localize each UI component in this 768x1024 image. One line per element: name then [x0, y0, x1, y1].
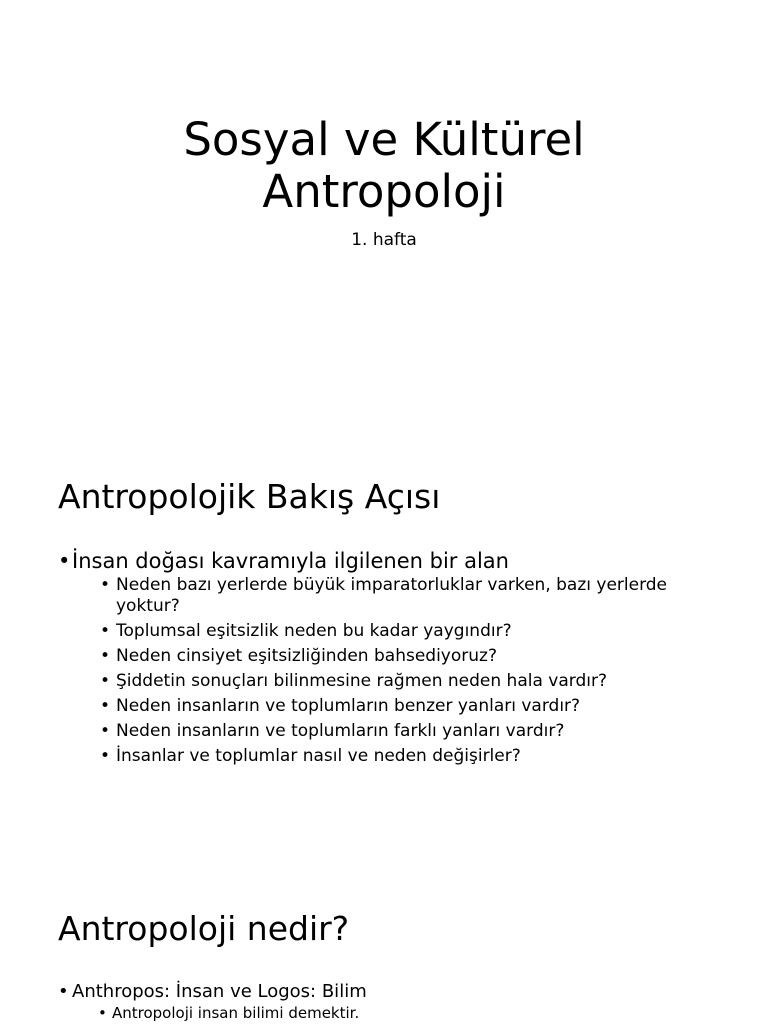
sub-bullet-text: Neden bazı yerlerde büyük imparatorluklar varken, bazı yerlerde yoktur? — [116, 575, 668, 616]
sub-bullet-text: Toplumsal eşitsizlik neden bu kadar yaygındır? — [116, 621, 512, 641]
slide-title-line-1: Sosyal ve Kültürel — [183, 113, 585, 166]
bullet-marker: • — [100, 646, 111, 666]
bullet-marker: • — [98, 1004, 107, 1022]
bullet-marker: • — [58, 549, 71, 573]
bullet-marker: • — [100, 696, 111, 716]
sub-bullet-list — [72, 1004, 718, 1023]
slide-heading: Antropoloji nedir? — [58, 909, 350, 948]
bullet-marker: • — [100, 746, 111, 766]
content-slide-definition — [0, 864, 768, 1024]
sub-bullet-text: Neden insanların ve toplumların farklı yanları vardır? — [116, 721, 565, 741]
bullet-marker: • — [100, 575, 111, 595]
bullet-list — [58, 980, 718, 1024]
slide-title-line-2: Antropoloji — [262, 165, 506, 218]
slide-title — [0, 114, 768, 218]
sub-bullet-item — [72, 621, 718, 642]
slide-subtitle: 1. hafta — [351, 230, 417, 250]
bullet-marker: • — [100, 621, 111, 641]
slide-heading: Antropolojik Bakış Açısı — [58, 477, 441, 516]
sub-bullet-text: Antropoloji insan bilimi demektir. — [112, 1004, 360, 1022]
bullet-text: Anthropos: İnsan ve Logos: Bilim — [72, 981, 367, 1002]
content-slide-perspective — [0, 432, 768, 864]
bullet-list — [58, 548, 718, 771]
sub-bullet-text: İnsanlar ve toplumlar nasıl ve neden değişirler? — [116, 746, 521, 766]
bullet-item — [58, 548, 718, 767]
title-slide — [0, 0, 768, 432]
bullet-text: İnsan doğası kavramıyla ilgilenen bir alan — [72, 549, 509, 573]
bullet-marker: • — [58, 981, 69, 1002]
sub-bullet-list — [72, 575, 718, 767]
sub-bullet-text: Neden cinsiyet eşitsizliğinden bahsediyoruz? — [116, 646, 497, 666]
sub-bullet-item — [72, 671, 718, 692]
bullet-item — [58, 980, 718, 1023]
sub-bullet-item — [72, 746, 718, 767]
bullet-marker: • — [100, 671, 111, 691]
sub-bullet-text: Neden insanların ve toplumların benzer yanları vardır? — [116, 696, 581, 716]
sub-bullet-item — [72, 575, 718, 617]
bullet-marker: • — [100, 721, 111, 741]
sub-bullet-item — [72, 696, 718, 717]
sub-bullet-item — [72, 721, 718, 742]
sub-bullet-text: Şiddetin sonuçları bilinmesine rağmen neden hala vardır? — [116, 671, 607, 691]
sub-bullet-item — [72, 1004, 718, 1023]
sub-bullet-item — [72, 646, 718, 667]
